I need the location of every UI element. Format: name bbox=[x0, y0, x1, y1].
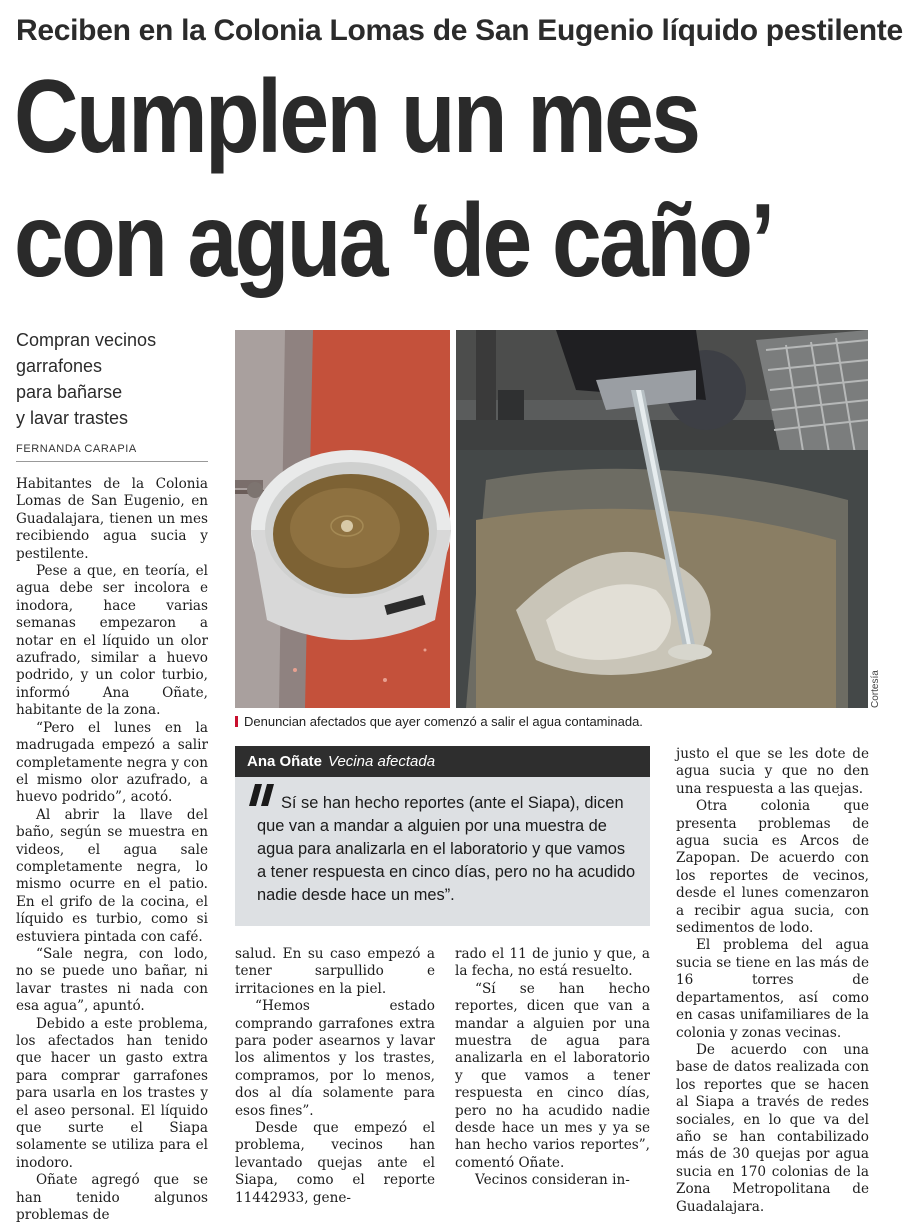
deck-line: y lavar trastes bbox=[16, 408, 129, 428]
article-column-4 bbox=[676, 746, 869, 1216]
deck bbox=[16, 327, 216, 431]
photo-sink-illustration bbox=[456, 330, 868, 708]
article-column-1 bbox=[16, 476, 208, 1224]
paragraph: “Pero el lunes en la madrugada empezó a salir completamente negra y con el mismo olor azufrado, a huevo podrido”, acotó. bbox=[16, 719, 208, 806]
paragraph: “Sí se han hecho reportes, dicen que van a mandar a alguien por una muestra de agua para analizarla en el laboratorio y que vamos a tener respuesta en cinco días, pero no ha acudido nadie desde hace un mes y ya se han hecho varios reportes”, comentó Oñate. bbox=[455, 980, 650, 1171]
headline-line-2: con agua ‘de caño’ bbox=[14, 183, 773, 299]
paragraph: Debido a este problema, los afectados han tenido que hacer un gasto extra para comprar garrafones para usarla en los trastes y el aseo personal. El líquido que surte el Siapa solamente se utiliza para el inodoro. bbox=[16, 1015, 208, 1171]
article-column-3 bbox=[455, 946, 650, 1190]
deck-line: garrafones bbox=[16, 356, 103, 376]
quote-author: Ana Oñate bbox=[247, 753, 323, 770]
photo-caption bbox=[235, 714, 875, 729]
deck-line: para bañarse bbox=[16, 382, 123, 402]
pull-quote bbox=[235, 746, 650, 926]
pull-quote-header bbox=[235, 746, 650, 777]
pull-quote-text: Sí se han hecho reportes (ante el Siapa), dicen que van a mandar a alguien por una muestra de agua para analizarla en el laboratorio y que vamos a tener respuesta en cinco días, pero no ha acudido nadie desde hace un mes”. bbox=[257, 794, 636, 904]
paragraph: salud. En su caso empezó a tener sarpullido e irritaciones en la piel. bbox=[235, 946, 435, 997]
paragraph: El problema del agua sucia se tiene en las más de 16 torres de departamentos, así como en casas unifamiliares de la colonia y zonas vecinas. bbox=[676, 937, 869, 1041]
photo-bucket-illustration bbox=[235, 330, 450, 708]
caption-text: Denuncian afectados que ayer comenzó a salir el agua contaminada. bbox=[244, 714, 643, 729]
paragraph: Pese a que, en teoría, el agua debe ser incolora e inodora, hace varias semanas empezaron a notar en el líquido un olor azufrado, similar a huevo podrido, y un color turbio, informó Ana Oñate, habitante de la zona. bbox=[16, 563, 208, 719]
paragraph: Vecinos consideran in- bbox=[475, 1172, 630, 1189]
quote-author-role: Vecina afectada bbox=[328, 753, 436, 770]
paragraph: “Sale negra, con lodo, no se puede uno bañar, ni lavar trastes ni nada con esa agua”, apuntó. bbox=[16, 945, 208, 1015]
photo-credit: Cortesía bbox=[870, 670, 881, 708]
paragraph: justo el que se les dote de agua sucia y que no den una respuesta a las quejas. bbox=[676, 746, 869, 797]
paragraph: “Hemos estado comprando garrafones extra para poder asearnos y lavar los alimentos y los trastes, compramos, por lo menos, dos al día solamente para esos fines”. bbox=[235, 998, 435, 1119]
deck-line: Compran vecinos bbox=[16, 330, 157, 350]
paragraph: Desde que empezó el problema, vecinos han levantado quejas ante el Siapa, como el reporte 11442933, gene- bbox=[235, 1120, 435, 1206]
headline bbox=[14, 55, 773, 303]
article-column-2 bbox=[235, 946, 435, 1207]
photo-sink bbox=[456, 330, 868, 708]
byline: FERNANDA CARAPIA bbox=[16, 443, 208, 462]
paragraph: rado el 11 de junio y que, a la fecha, no está resuelto. bbox=[455, 946, 650, 980]
paragraph: De acuerdo con una base de datos realizada con los reportes que se hacen al Siapa a través de redes sociales, en lo que va del año se han contabilizado más de 30 quejas por agua sucia en 170 colonias de la Zona Metropolitana de Guadalajara. bbox=[676, 1041, 869, 1215]
paragraph: Habitantes de la Colonia Lomas de San Eugenio, en Guadalajara, tienen un mes recibiendo agua sucia y pestilente. bbox=[16, 476, 208, 562]
caption-marker bbox=[235, 716, 238, 727]
paragraph: Oñate agregó que se han tenido algunos problemas de bbox=[16, 1172, 208, 1224]
headline-line-1: Cumplen un mes bbox=[14, 59, 699, 175]
kicker: Reciben en la Colonia Lomas de San Eugenio líquido pestilente bbox=[16, 14, 903, 47]
paragraph: Al abrir la llave del baño, según se muestra en videos, el agua sale completamente negra, lo mismo ocurre en el patio. En el grifo de la cocina, el líquido es turbio, como si estuviera pintada con café. bbox=[16, 806, 208, 945]
photo-bucket bbox=[235, 330, 450, 708]
paragraph: Otra colonia que presenta problemas de agua sucia es Arcos de Zapopan. De acuerdo con los reportes de vecinos, desde el lunes comenzaron a recibir agua sucia, con sedimentos de lodo. bbox=[676, 798, 869, 937]
